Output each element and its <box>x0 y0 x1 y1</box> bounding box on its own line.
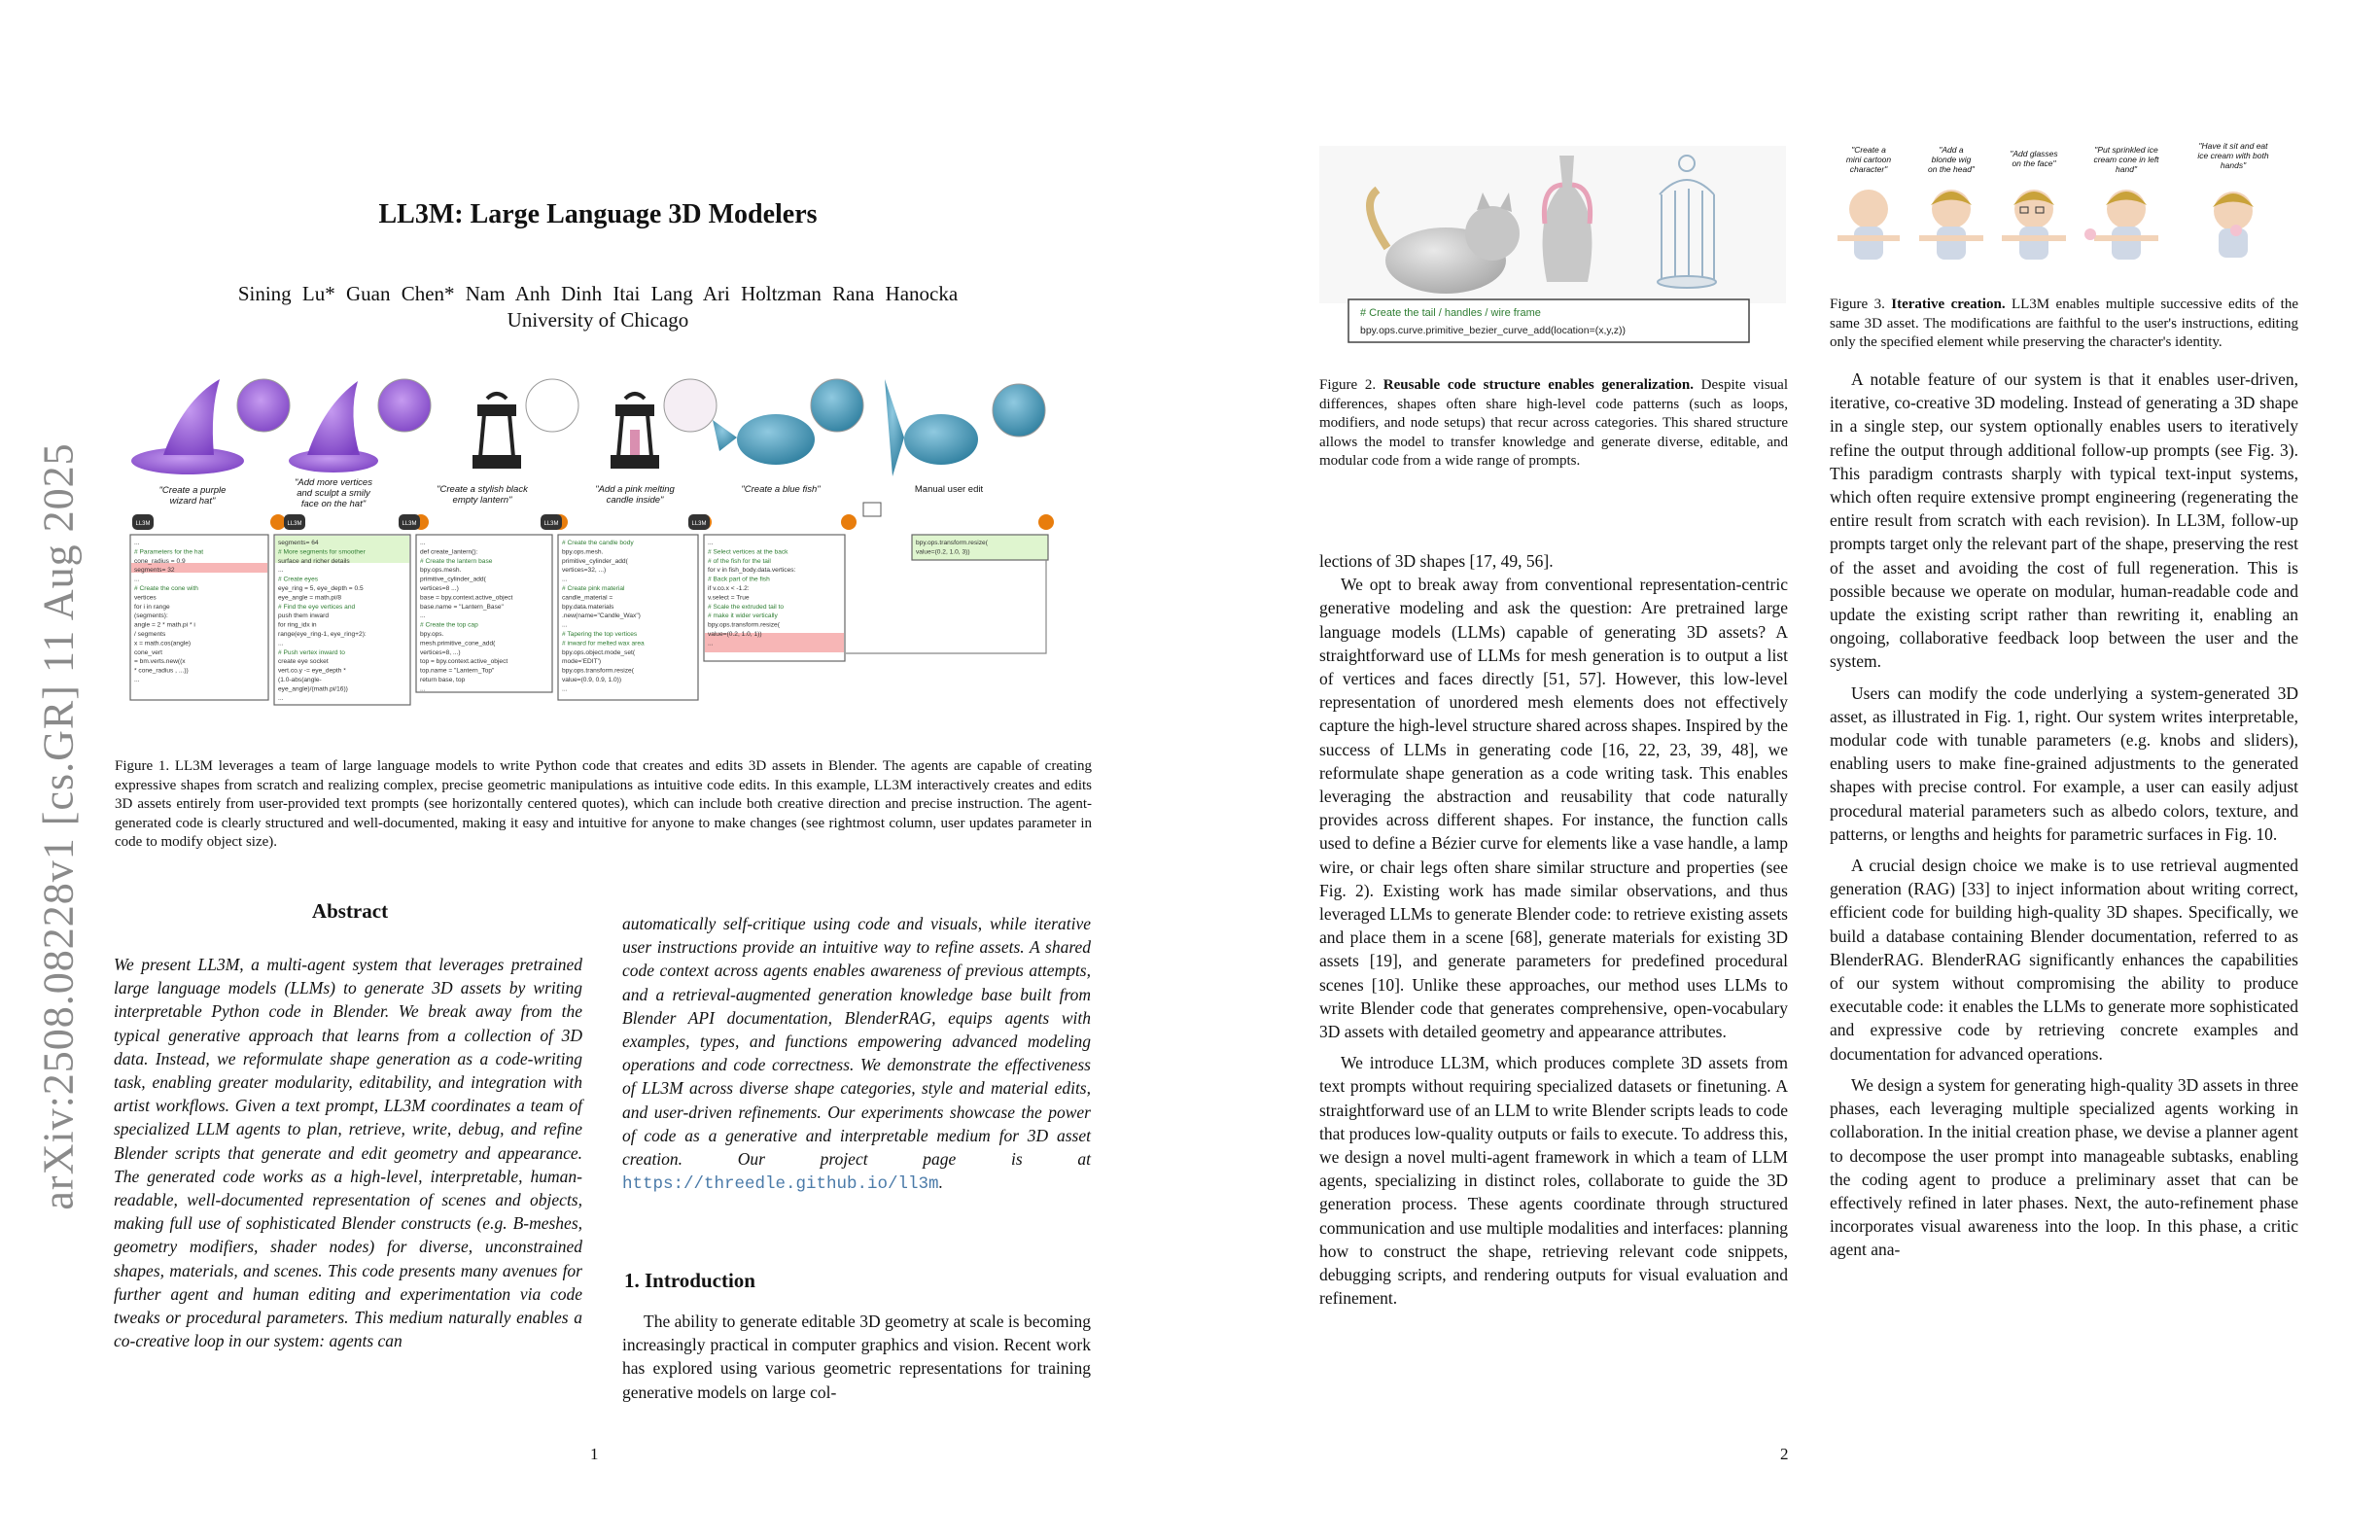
fig2-code-line: bpy.ops.curve.primitive_bezier_curve_add(location=(x,y,z)) <box>1360 325 1627 336</box>
code-line: top = bpy.context.active_object <box>420 658 508 666</box>
blender-icon-5 <box>841 514 857 530</box>
code-line: primitive_cylinder_add( <box>562 557 628 565</box>
code-line: base = bpy.context.active_object <box>420 594 513 602</box>
code-line: range(eye_ring-1, eye_ring+2): <box>278 631 367 638</box>
prompt-1b: wizard hat" <box>169 496 216 507</box>
code-line: for i in range <box>134 603 170 611</box>
figure-3-caption <box>1830 296 2298 353</box>
code-line: primitive_cylinder_add( <box>420 576 486 583</box>
code-line: base.name = "Lantern_Base" <box>420 603 504 611</box>
p2c1-p0: lections of 3D shapes [17, 49, 56]. <box>1319 551 1554 571</box>
code-line: surface and richer details <box>278 557 350 565</box>
code-line: value=(0.2, 1.0, 1)) <box>708 631 762 638</box>
code-line: bpy.ops.mesh. <box>562 548 604 556</box>
fig3-prompt-5: "Have it sit and eat <box>2198 141 2268 151</box>
code-line: value=(0.9, 0.9, 1.0)) <box>562 677 622 683</box>
fig3-prompt-2b: blonde wig <box>1931 155 1972 164</box>
code-line: ... <box>278 640 284 648</box>
code-line: # Parameters for the hat <box>134 548 204 556</box>
fig3-prompt-4: "Put sprinkled ice <box>2094 145 2158 155</box>
code-line: def create_lantern(): <box>420 548 478 556</box>
code-line: vertices=32, ...) <box>562 567 607 575</box>
p2c1-p2: We introduce LL3M, which produces complete 3D assets from text prompts without requiring specialized datasets or finetuning. A straightforward use of an LLM to write Blender scripts leads to code that produces low-quality outputs or fails to execute. To address this, we design a novel multi-agent framework in which a team of LLM agents, specializing in distinct roles, collaborate to guide the 3D generation process. These agents coordinate through structured communication and use multiple modalities and interfaces: planning how to construct the shape, retrieving relevant code snippets, debugging scripts, and rendering outputs for visual evaluation and refinement. <box>1319 1053 1788 1309</box>
lantern-zoom-circle <box>526 379 578 432</box>
character-3 <box>2002 190 2066 260</box>
fig3-label: Figure 3. <box>1830 297 1885 312</box>
code-line: ... <box>420 685 426 693</box>
prompt-3b: empty lantern" <box>452 495 512 506</box>
project-url[interactable]: https://threedle.github.io/ll3m <box>622 1174 939 1195</box>
character-4 <box>2084 190 2158 260</box>
face-zoom-circle <box>378 379 431 432</box>
code-line: ... <box>420 612 426 620</box>
p2c2-p2: Users can modify the code underlying a system-generated 3D asset, as illustrated in Fig. 1, right. Our system writes interpretable, modular code with tunable parameters (e.g. knobs and sliders), enabling users to make fine-grained adjustments to the generated shapes with precise control. For example, a user can easily adjust procedural material parameters such as albedo colors, texture, and patterns, or lengths and heights for parametric surfaces in Fig. 10. <box>1830 682 2298 844</box>
code-line: ... <box>562 576 568 583</box>
code-line: bpy.ops. <box>420 631 444 638</box>
code-line: mode='EDIT') <box>562 658 602 666</box>
code-line: for ring_idx in <box>278 621 317 629</box>
code-line: ... <box>278 694 284 702</box>
smiley-hat-render <box>289 381 378 472</box>
prompt-6: Manual user edit <box>914 484 984 495</box>
code-line: eye_angle = math.pi/8 <box>278 594 342 602</box>
code-line: # Create the candle body <box>562 540 634 546</box>
code-line: bpy.ops.mesh. <box>420 567 462 575</box>
arxiv-margin <box>0 389 117 1264</box>
paper-affiliation: University of Chicago <box>507 308 689 332</box>
prompt-4: "Add a pink melting <box>595 484 675 495</box>
code-line: # Create pink material <box>562 585 625 592</box>
candle-lantern-render <box>612 394 657 467</box>
code-line: # Scale the extruded tail to <box>708 603 785 611</box>
code-line: bpy.ops.transform.resize( <box>916 540 988 546</box>
prompt-5: "Create a blue fish" <box>741 484 821 495</box>
fig3-prompt-1c: character" <box>1849 164 1888 174</box>
fig2-text: Despite visual differences, shapes often share high-level code patterns (such as loops, modifiers, and node setups) that recur across categories. This shared structure allows the model to transfer knowledge and generate diverse, editable, and modular code from a wide range of prompts. <box>1319 377 1789 469</box>
p2c2-p3: A crucial design choice we make is to use retrieval augmented generation (RAG) [33] to inject information about writing correct, efficient code for building high-quality 3D shapes. Specifically, we build a database containing Blender documentation, referred to as BlenderRAG. BlenderRAG significantly enhances the capabilities of our system without compromising the ability to produce executable code: it enables the LLMs to generate more sophisticated and expressive code by retrieving concrete examples and documentation for advanced operations. <box>1830 856 2298 1064</box>
code-line: (segments): <box>134 612 168 620</box>
code-line: ... <box>562 685 568 693</box>
fig1-label: Figure 1. <box>115 758 170 774</box>
code-line: angle = 2 * math.pi * i <box>134 621 195 629</box>
arxiv-id: arXiv:2508.08228v1 [cs.GR] 11 Aug 2025 <box>34 442 83 1210</box>
code-line: top.name = "Lantern_Top" <box>420 667 495 675</box>
intro-paragraph <box>622 1310 1091 1404</box>
fig3-prompt-5c: hands" <box>2220 160 2247 170</box>
p2c2-p4: We design a system for generating high-quality 3D assets in three phases, each leveraging multiple specialized agents working in collaboration. In the initial creation phase, we devise a planner agent to decompose the user prompt into manageable subtasks, enabling the coding agent to produce a preliminary asset that can be effectively refined in later phases. Next, the auto-refinement phase incorporates visual awareness into the loop. In this phase, a critic agent ana- <box>1830 1074 2298 1260</box>
code-line: ... <box>134 540 140 546</box>
robot-icon-5 <box>688 514 710 530</box>
code-line: # Select vertices at the back <box>708 548 788 556</box>
code-line: eye_angle)/(math.pi/16)) <box>278 685 348 693</box>
fig2-code-comment: # Create the tail / handles / wire frame <box>1360 307 1541 319</box>
prompt-1: "Create a purple <box>158 485 227 496</box>
code-line: cone_radius = 0.9 <box>134 557 186 565</box>
code-line: x = math.cos(angle) <box>134 640 192 648</box>
code-line: eye_ring = 5, eye_depth = 0.5 <box>278 585 364 592</box>
prompt-4b: candle inside" <box>606 495 664 506</box>
figure-1 <box>124 362 1072 707</box>
character-1 <box>1838 190 1900 260</box>
code-line: vertices=8 ...) <box>420 585 459 592</box>
character-2 <box>1919 190 1983 260</box>
svg-text:LL3M: LL3M <box>543 521 559 527</box>
abstract-heading: Abstract <box>311 899 389 923</box>
code-line: ... <box>278 567 284 575</box>
paper-authors <box>117 282 1079 306</box>
prompt-2c: face on the hat" <box>300 499 367 509</box>
fig2-bold: Reusable code structure enables generalization. <box>1382 377 1694 393</box>
code-line: .new(name="Candle_Wax") <box>562 612 641 620</box>
code-line: ... <box>420 540 426 546</box>
code-line: segments= 32 <box>134 567 175 575</box>
code-line: candle_material = <box>562 594 613 602</box>
code-line: # Create the top cap <box>420 621 478 629</box>
fig3-prompt-4b: cream cone in left <box>2093 155 2159 164</box>
candle-zoom-circle <box>664 379 717 432</box>
code-line: / segments <box>134 631 166 638</box>
fish-zoom-circle <box>811 379 863 432</box>
hat-zoom-circle <box>237 379 290 432</box>
code-line: ... <box>134 576 140 583</box>
abstract-col-2-text: automatically self-critique using code and visuals, while iterative user instructions provide an intuitive way to refine assets. A shared code context across agents enables awareness of previous attempts, and a retrieval-augmented generation knowledge base built from Blender API documentation, BlenderRAG, equips agents with examples, types, and functions empowering advanced modeling operations and code correctness. We demonstrate the effectiveness of LL3M across diverse shape categories, style and material edits, and user-driven refinements. Our experiments showcase the power of code as a generative and interpretable medium for 3D asset creation. Our project page is at <box>622 914 1091 1170</box>
svg-text:LL3M: LL3M <box>135 521 151 527</box>
character-5 <box>2213 192 2254 258</box>
code-line: (1.0-abs(angle- <box>278 677 322 683</box>
page2-col-1 <box>1319 549 1788 1311</box>
fig3-prompt-1b: mini cartoon <box>1845 155 1892 164</box>
code-line: bpy.data.materials <box>562 603 614 611</box>
code-line: mesh.primitive_cone_add( <box>420 640 496 648</box>
prompt-3: "Create a stylish black <box>437 484 528 495</box>
fig3-prompt-2c: on the head" <box>1928 164 1975 174</box>
code-line: * cone_radius , ...)) <box>134 667 189 675</box>
page-2 <box>1190 0 2380 1540</box>
code-line: # More segments for smoother <box>278 548 366 556</box>
page-number-2: 2 <box>1780 1445 1789 1463</box>
blender-icon-6 <box>1038 514 1054 530</box>
abstract-col-1: We present LL3M, a multi-agent system that leverages pretrained large language models (LLMs) to generate 3D assets by writing interpretable Python code in Blender. We break away from the typical generative approach that learns from a collection of 3D data. Instead, we reformulate shape generation as a code-writing task, enabling greater modularity, editability, and integration with artist workflows. Given a text prompt, LL3M coordinates a team of specialized LLM agents to plan, retrieve, write, debug, and refine Blender scripts that generate and edit geometry and appearance. The generated code works as a high-level, interpretable, human-readable, well-documented representation of scenes and objects, making full use of sophisticated Blender constructs (e.g. B-meshes, geometry modifiers, shader nodes) for diverse, unconstrained shapes, materials, and scenes. This code presents many avenues for further agent and human editing and experimentation via code tweaks or procedural parameters. This medium naturally enables a co-creative loop in our system: agents can <box>114 955 582 1351</box>
code-line: # inward for melted wax area <box>562 640 645 648</box>
fig3-prompt-3: "Add glasses <box>2010 149 2058 158</box>
fig3-prompt-2: "Add a <box>1939 145 1964 155</box>
fig3-prompt-1: "Create a <box>1851 145 1886 155</box>
computer-icon <box>863 503 881 516</box>
page-number-1: 1 <box>590 1445 599 1463</box>
code-line: ... <box>708 540 714 546</box>
page2-col-2 <box>1830 368 2298 1262</box>
code-line: # Create the cone with <box>134 585 198 592</box>
code-line: if v.co.x < -1.2: <box>708 585 750 592</box>
svg-text:LL3M: LL3M <box>287 521 302 527</box>
code-line: ... <box>708 640 714 648</box>
fig3-bold: Iterative creation. <box>1891 297 2006 312</box>
code-line: ... <box>134 677 140 683</box>
fig2-label: Figure 2. <box>1319 377 1377 393</box>
code-line: for v in fish_body.data.vertices: <box>708 567 796 575</box>
code-line: # Back part of the fish <box>708 576 770 583</box>
svg-text:LL3M: LL3M <box>691 521 707 527</box>
figure-2-caption <box>1319 376 1788 472</box>
code-line: vert.co.y -= eye_depth * <box>278 667 346 675</box>
prompt-2b: and sculpt a smily <box>297 488 370 499</box>
code-line: # make it wider vertically <box>708 612 778 620</box>
code-line: bpy.ops.transform.resize( <box>562 667 634 675</box>
code-line: cone_vert <box>134 648 162 656</box>
fig3-prompt-3b: on the face" <box>2012 158 2056 168</box>
robot-icon-4 <box>541 514 562 530</box>
figure-2 <box>1319 146 1786 355</box>
code-box-6 <box>912 535 1048 560</box>
code-line: = bm.verts.new((x <box>134 658 186 666</box>
lantern-render <box>474 394 519 467</box>
intro-heading: 1. Introduction <box>624 1269 755 1292</box>
abstract-col-2 <box>622 912 1091 1196</box>
code-line: vertices <box>134 594 157 602</box>
prompt-2: "Add more vertices <box>295 477 372 488</box>
intro-p1: The ability to generate editable 3D geometry at scale is becoming increasingly practical in computer graphics and vision. Recent work has explored using various geometric representations for training generative models on large col- <box>622 1312 1091 1402</box>
code-line: bpy.ops.transform.resize( <box>708 621 780 629</box>
code-line: bpy.ops.object.mode_set( <box>562 648 636 656</box>
code-line: create eye socket <box>278 658 329 666</box>
code-line: push them inward <box>278 612 330 620</box>
p2c2-p1: A notable feature of our system is that it enables user-driven, iterative, co-creative 3D modeling. Instead of generating a 3D shape in a single step, our system optionally enables users to iteratively refine the output through additional follow-up prompts (see Fig. 3). This paradigm contrasts sharply with typical text-input systems, which often require extensive prompt engineering (regenerating the entire result from scratch with each revision). In LL3M, follow-up prompts target only the relevant part of the shape, preserving the rest of the asset and avoiding the cost of full regeneration. This is possible because we operate on modular, human-readable code and update the existing script rather than rewriting it, enabling an ongoing, collaborative feedback loop between the user and the system. <box>1830 369 2298 672</box>
code-line: segments= 64 <box>278 540 319 546</box>
fig3-prompt-5b: ice cream with both <box>2197 151 2269 160</box>
fig3-text: LL3M enables multiple successive edits of the same 3D asset. The modifications are faithful to the user's instructions, editing only the specified element while preserving the character's identity. <box>1830 297 2298 350</box>
agent-icons <box>132 503 1054 530</box>
edit-arrow <box>846 560 1046 653</box>
tail-zoom-circle <box>993 384 1045 437</box>
paper-title: LL3M: Large Language 3D Modelers <box>378 199 818 229</box>
code-line: value=(0.2, 1.0, 3)) <box>916 548 970 556</box>
code-line: vertices=8, ...) <box>420 648 461 656</box>
url-period: . <box>938 1172 943 1193</box>
authors-text: Sining Lu* Guan Chen* Nam Anh Dinh Itai Lang Ari Holtzman Rana Hanocka <box>237 282 959 305</box>
fig3-prompt-4c: hand" <box>2116 164 2137 174</box>
robot-icon-2 <box>284 514 305 530</box>
robot-icon-1 <box>132 514 154 530</box>
code-line: # Create eyes <box>278 576 319 583</box>
fish-render <box>713 414 815 465</box>
figure-1-caption <box>115 757 1092 853</box>
robot-icon-3 <box>399 514 420 530</box>
fig1-text: LL3M leverages a team of large language models to write Python code that creates and edits 3D assets in Blender. The agents are capable of creating expressive shapes from scratch and realizing complex, precise geometric manipulations as intuitive code edits. In this example, LL3M interactively creates and edits 3D assets entirely from user-provided text prompts (see horizontally centered quotes), which can include both creative direction and precise instruction. The agent-generated code is clearly structured and well-documented, making it easy and intuitive for anyone to make changes (see rightmost column, user updates parameter in code to modify object size). <box>115 758 1092 850</box>
code-line: return base, top <box>420 677 466 683</box>
figure-3 <box>1830 141 2289 282</box>
code-line: # Push vertex inward to <box>278 648 345 656</box>
code-line: # of the fish for the tail <box>708 557 771 565</box>
wizard-hat-render <box>131 379 244 474</box>
code-line: ... <box>562 621 568 629</box>
code-line: # Create the lantern base <box>420 557 493 565</box>
code-line: v.select = True <box>708 594 750 602</box>
code-line: # Find the eye vertices and <box>278 603 356 611</box>
character-renders <box>1838 190 2254 260</box>
edited-fish-render <box>885 379 978 476</box>
blender-icon-1 <box>270 514 286 530</box>
code-line: # Tapering the top vertices <box>562 631 638 638</box>
svg-text:LL3M: LL3M <box>402 521 417 527</box>
p2c1-p1: We opt to break away from conventional representation-centric generative modeling and ask the question: Are pretrained large language models (LLMs) capable of generating 3D assets? A straightforward use of LLMs for mesh generation is to output a list of vertices and faces directly [51, 57]. However, this low-level representation of unordered mesh elements does not effectively capture the high-level structure shared across shapes. Inspired by the success of LLMs in generating code [16, 22, 23, 39, 48], we reformulate shape generation as a code writing task. This enables leveraging the abstraction and reusability that code naturally provides across different shapes. For instance, the function calls used to define a Bézier curve for elements like a vase handle, a lamp wire, or chair legs often share similar structure and properties (see Fig. 2). Existing work has made similar observations, and thus leveraged LLMs to generate Blender code: to retrieve existing assets and place them in a scene [68], generate materials for existing 3D assets [19], and generate parameters for predefined procedural scenes [10]. Unlike these approaches, our method uses LLMs to write Blender code that generates comprehensive, open-vocabulary 3D assets with detailed geometry and appearance attributes. <box>1319 575 1788 1042</box>
